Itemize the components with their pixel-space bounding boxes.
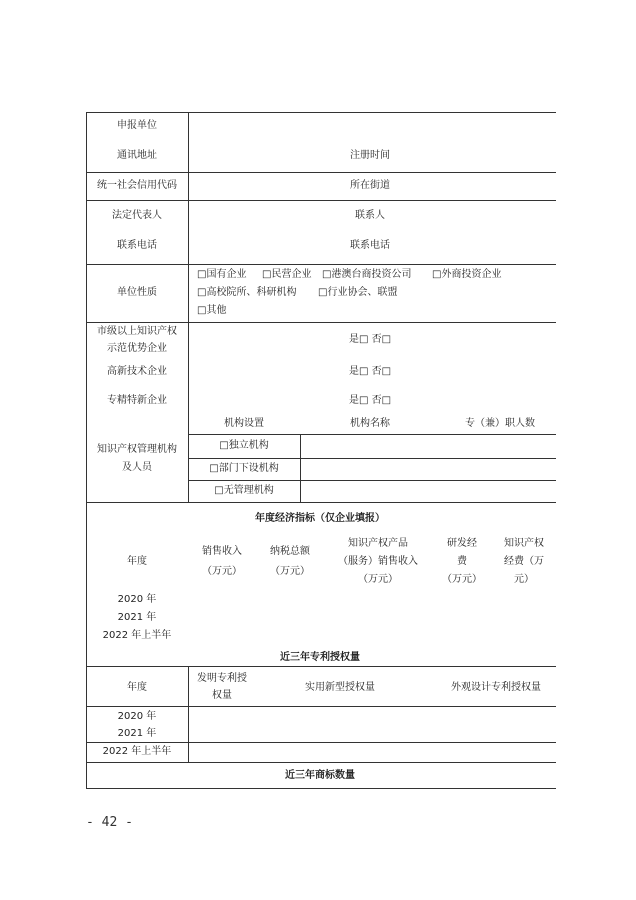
economic-year-row: 2022 年上半年 [102,630,172,641]
ip-sales-header: 知识产权产品 [348,538,408,549]
ip-demo-label-line1: 市级以上知识产权 [97,326,177,337]
table-rule [188,666,189,763]
ip-fee-header: 知识产权 [504,538,544,549]
table-rule [86,666,556,667]
patent-year-row: 2021 年 [117,728,157,739]
patent-year-row: 2020 年 [117,711,157,722]
rd-unit: （万元） [442,574,482,585]
org-name-header: 机构名称 [350,418,390,429]
trademark-section-title: 近三年商标数量 [285,770,355,781]
table-rule [86,264,556,265]
table-rule [188,112,189,503]
table-rule [86,788,556,789]
tax-unit: （万元） [270,566,310,577]
ip-fee-header-line2: 经费（万 [504,556,544,567]
economic-year-row: 2021 年 [117,612,157,623]
no-management-checkbox[interactable]: □无管理机构 [214,485,274,496]
table-rule [86,742,556,743]
sales-unit: （万元） [202,566,242,577]
economic-year-label: 年度 [127,556,147,567]
high-tech-yes-no[interactable]: 是□ 否□ [348,366,392,377]
table-rule [86,112,87,789]
invention-header: 发明专利授 [197,673,247,684]
invention-header-line2: 权量 [212,690,232,701]
org-type-private-checkbox[interactable]: □民营企业 [262,269,312,280]
independent-org-checkbox[interactable]: □独立机构 [219,440,269,451]
sales-header: 销售收入 [202,546,242,557]
rd-header: 研发经 [447,538,477,549]
patent-section-title: 近三年专利授权量 [280,652,360,663]
district-label: 所在街道 [350,180,390,191]
utility-header: 实用新型授权量 [305,682,375,693]
registration-time-label: 注册时间 [350,150,390,161]
ip-dept-label-line1: 知识产权管理机构 [97,444,177,455]
economic-year-row: 2020 年 [117,594,157,605]
rd-header-line2: 费 [457,556,467,567]
table-rule [188,458,556,459]
credit-code-label: 统一社会信用代码 [97,180,177,191]
staff-count-header: 专（兼）职人数 [465,418,535,429]
table-rule [86,112,556,113]
address-label: 通讯地址 [117,150,157,161]
table-rule [188,434,556,435]
page-number: - 42 - [86,815,133,830]
table-rule [86,322,556,323]
table-rule [86,502,556,503]
org-setting-header: 机构设置 [224,418,264,429]
ip-sales-unit: （万元） [358,574,398,585]
org-type-other-checkbox[interactable]: □其他 [197,305,227,316]
org-type-state-owned-checkbox[interactable]: □国有企业 [197,269,247,280]
table-rule [86,762,556,763]
org-type-label: 单位性质 [117,287,157,298]
legal-rep-label: 法定代表人 [112,210,162,221]
patent-year-label: 年度 [127,682,147,693]
ip-demo-label-line2: 示范优势企业 [107,343,167,354]
phone-label: 联系电话 [117,240,157,251]
high-tech-label: 高新技术企业 [107,366,167,377]
contact-label: 联系人 [355,210,385,221]
applicant-label: 申报单位 [117,120,157,131]
economic-section-title: 年度经济指标（仅企业填报） [255,513,385,524]
specialized-label: 专精特新企业 [107,395,167,406]
ip-dept-label-line2: 及人员 [122,462,152,473]
table-rule [300,434,301,503]
ip-sales-header-line2: （服务）销售收入 [338,556,418,567]
ip-fee-unit: 元） [514,574,534,585]
table-rule [86,200,556,201]
org-type-foreign-checkbox[interactable]: □外商投资企业 [432,269,502,280]
table-rule [188,480,556,481]
patent-year-row: 2022 年上半年 [102,746,172,757]
org-type-university-checkbox[interactable]: □高校院所、科研机构 [197,287,297,298]
specialized-yes-no[interactable]: 是□ 否□ [348,395,392,406]
tax-header: 纳税总额 [270,546,310,557]
design-header: 外观设计专利授权量 [451,682,541,693]
sub-department-checkbox[interactable]: □部门下设机构 [209,463,279,474]
table-rule [86,172,556,173]
org-type-hk-macau-taiwan-checkbox[interactable]: □港澳台商投资公司 [322,269,412,280]
ip-demo-yes-no[interactable]: 是□ 否□ [348,334,392,345]
table-rule [86,706,556,707]
contact-phone-label: 联系电话 [350,240,390,251]
org-type-association-checkbox[interactable]: □行业协会、联盟 [318,287,398,298]
